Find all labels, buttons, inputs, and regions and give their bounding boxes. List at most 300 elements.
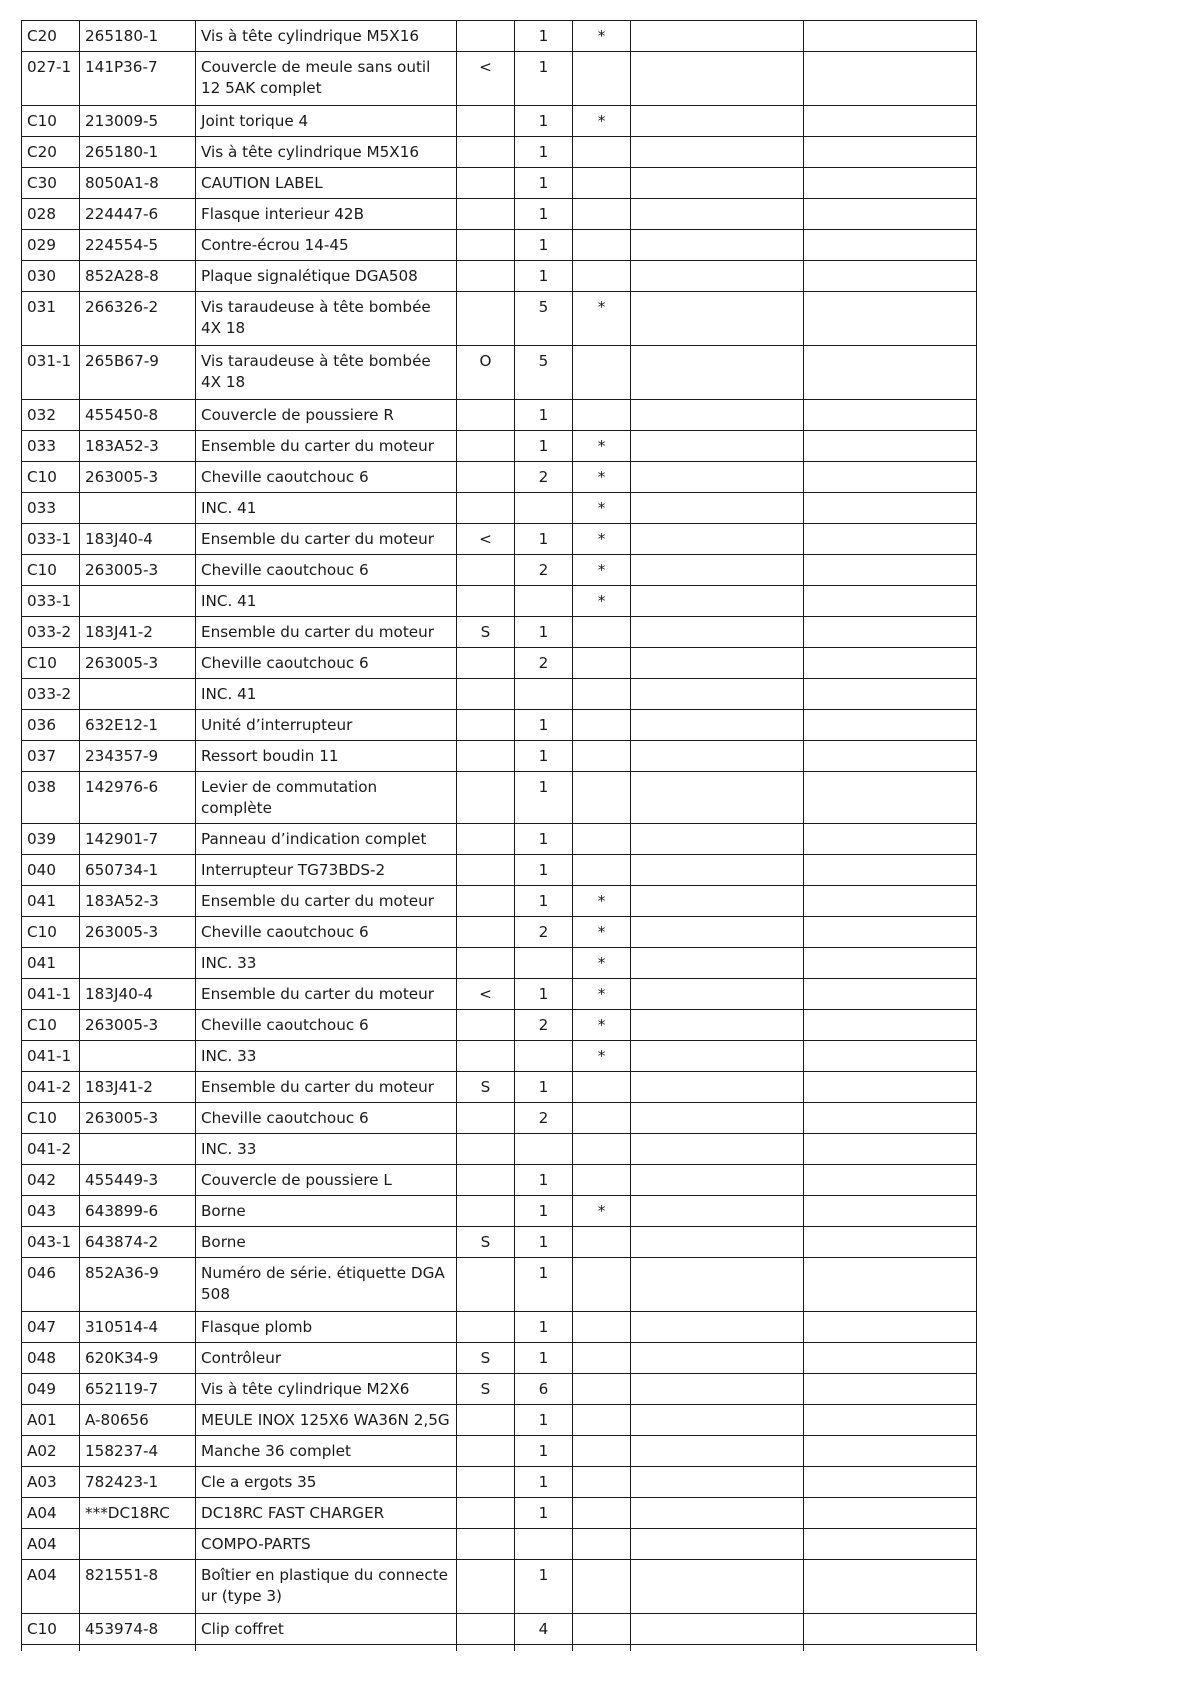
- quantity-cell: [515, 1134, 573, 1165]
- description-cell: Panneau d’indication complet: [196, 824, 457, 855]
- note-mark-cell: <: [457, 979, 515, 1010]
- blank-column-cell: [631, 886, 804, 917]
- description-cell: Vis à tête cylindrique M5X16: [196, 137, 457, 168]
- part-number-cell: 263005-3: [80, 1103, 196, 1134]
- item-number-cell: C10: [22, 1614, 80, 1645]
- part-number-cell: 266326-2: [80, 292, 196, 346]
- blank-column-cell: [804, 855, 977, 886]
- blank-column-cell: [631, 679, 804, 710]
- blank-column-cell: [631, 1560, 804, 1614]
- description-cell: Ensemble du carter du moteur: [196, 524, 457, 555]
- note-mark-cell: [457, 1165, 515, 1196]
- blank-column-cell: [804, 431, 977, 462]
- description-cell: Vis à tête cylindrique M2X6: [196, 1374, 457, 1405]
- note-mark-cell: S: [457, 1343, 515, 1374]
- description-cell: Ensemble du carter du moteur: [196, 886, 457, 917]
- blank-column-cell: [804, 137, 977, 168]
- table-row: [22, 855, 977, 886]
- note-mark-cell: [457, 710, 515, 741]
- note-mark-cell: [457, 137, 515, 168]
- blank-column-cell: [631, 524, 804, 555]
- star-mark-cell: *: [573, 493, 631, 524]
- quantity-cell: 2: [515, 1103, 573, 1134]
- blank-column-cell: [631, 21, 804, 52]
- blank-column-cell: [804, 199, 977, 230]
- quantity-cell: 1: [515, 1312, 573, 1343]
- star-mark-cell: [573, 1227, 631, 1258]
- blank-column-cell: [804, 772, 977, 824]
- blank-column-cell: [804, 1165, 977, 1196]
- quantity-cell: 1: [515, 1258, 573, 1312]
- star-mark-cell: [573, 1258, 631, 1312]
- blank-column-cell: [804, 168, 977, 199]
- item-number-cell: 041: [22, 948, 80, 979]
- star-mark-cell: *: [573, 21, 631, 52]
- note-mark-cell: [457, 648, 515, 679]
- part-number-cell: 643899-6: [80, 1196, 196, 1227]
- description-cell: Plaque signalétique DGA508: [196, 261, 457, 292]
- blank-column-cell: [631, 462, 804, 493]
- blank-column-cell: [631, 1374, 804, 1405]
- quantity-cell: 1: [515, 1560, 573, 1614]
- note-mark-cell: [457, 555, 515, 586]
- blank-column-cell: [804, 1227, 977, 1258]
- blank-column-cell: [631, 1010, 804, 1041]
- quantity-cell: [515, 1041, 573, 1072]
- description-cell: Couvercle de poussiere L: [196, 1165, 457, 1196]
- part-number-cell: 821551-8: [80, 1560, 196, 1614]
- table-row: [22, 1436, 977, 1467]
- note-mark-cell: [457, 1196, 515, 1227]
- part-number-cell: 183A52-3: [80, 886, 196, 917]
- item-number-cell: 031-1: [22, 346, 80, 400]
- blank-column-cell: [631, 493, 804, 524]
- note-mark-cell: [457, 168, 515, 199]
- item-number-cell: 040: [22, 855, 80, 886]
- note-mark-cell: [457, 1041, 515, 1072]
- blank-column-cell: [631, 400, 804, 431]
- note-mark-cell: [457, 1498, 515, 1529]
- description-cell: Cheville caoutchouc 6: [196, 555, 457, 586]
- part-number-cell: [80, 1529, 196, 1560]
- note-mark-cell: [457, 1134, 515, 1165]
- blank-column-cell: [804, 1467, 977, 1498]
- note-mark-cell: [457, 1312, 515, 1343]
- table-row: [22, 1258, 977, 1312]
- star-mark-cell: *: [573, 586, 631, 617]
- blank-column-cell: [631, 168, 804, 199]
- note-mark-cell: [457, 1645, 515, 1652]
- part-number-cell: 234357-9: [80, 741, 196, 772]
- item-number-cell: C10: [22, 917, 80, 948]
- item-number-cell: 041: [22, 886, 80, 917]
- part-number-cell: 265B67-9: [80, 346, 196, 400]
- description-cell: Cheville caoutchouc 6: [196, 1103, 457, 1134]
- blank-column-cell: [804, 679, 977, 710]
- item-number-cell: C10: [22, 1103, 80, 1134]
- description-cell: Ensemble du carter du moteur: [196, 617, 457, 648]
- star-mark-cell: [573, 1614, 631, 1645]
- part-number-cell: 263005-3: [80, 555, 196, 586]
- item-number-cell: 033-1: [22, 524, 80, 555]
- part-number-cell: 265180-1: [80, 137, 196, 168]
- blank-column-cell: [631, 346, 804, 400]
- star-mark-cell: [573, 772, 631, 824]
- description-cell: Vis taraudeuse à tête bombée 4X 18: [196, 292, 457, 346]
- star-mark-cell: [573, 199, 631, 230]
- blank-column-cell: [631, 199, 804, 230]
- quantity-cell: 1: [515, 137, 573, 168]
- item-number-cell: 031: [22, 292, 80, 346]
- part-number-cell: 265180-1: [80, 21, 196, 52]
- note-mark-cell: S: [457, 1227, 515, 1258]
- blank-column-cell: [804, 1103, 977, 1134]
- item-number-cell: 033: [22, 493, 80, 524]
- note-mark-cell: [457, 1529, 515, 1560]
- blank-column-cell: [804, 52, 977, 106]
- description-cell: INC. 33: [196, 1041, 457, 1072]
- blank-column-cell: [804, 1498, 977, 1529]
- table-row: [22, 979, 977, 1010]
- note-mark-cell: S: [457, 1072, 515, 1103]
- quantity-cell: 1: [515, 1343, 573, 1374]
- star-mark-cell: [573, 824, 631, 855]
- quantity-cell: 1: [515, 886, 573, 917]
- description-cell: Cle a ergots 35: [196, 1467, 457, 1498]
- description-cell: Contre-écrou 14-45: [196, 230, 457, 261]
- description-cell: Clip coffret: [196, 1614, 457, 1645]
- blank-column-cell: [631, 1436, 804, 1467]
- star-mark-cell: [573, 1405, 631, 1436]
- blank-column-cell: [804, 21, 977, 52]
- part-number-cell: 852A36-9: [80, 1258, 196, 1312]
- blank-column-cell: [631, 1258, 804, 1312]
- table-row: [22, 1010, 977, 1041]
- description-cell: COMPO-PARTS: [196, 1529, 457, 1560]
- blank-column-cell: [804, 1436, 977, 1467]
- description-cell: Cheville caoutchouc 6: [196, 917, 457, 948]
- table-row: [22, 52, 977, 106]
- star-mark-cell: [573, 346, 631, 400]
- quantity-cell: 1: [515, 1498, 573, 1529]
- note-mark-cell: [457, 679, 515, 710]
- item-number-cell: 033-2: [22, 679, 80, 710]
- note-mark-cell: [457, 1436, 515, 1467]
- blank-column-cell: [631, 1165, 804, 1196]
- note-mark-cell: [457, 199, 515, 230]
- blank-column-cell: [804, 493, 977, 524]
- star-mark-cell: [573, 1529, 631, 1560]
- blank-column-cell: [804, 261, 977, 292]
- table-row: [22, 710, 977, 741]
- note-mark-cell: [457, 1560, 515, 1614]
- quantity-cell: 1: [515, 772, 573, 824]
- blank-column-cell: [631, 948, 804, 979]
- table-row: [22, 400, 977, 431]
- blank-column-cell: [804, 948, 977, 979]
- item-number-cell: 041-1: [22, 1041, 80, 1072]
- item-number-cell: 030: [22, 261, 80, 292]
- star-mark-cell: [573, 1312, 631, 1343]
- description-cell: [196, 1645, 457, 1652]
- part-number-cell: 183J40-4: [80, 524, 196, 555]
- part-number-cell: [80, 679, 196, 710]
- description-cell: Vis à tête cylindrique M5X16: [196, 21, 457, 52]
- note-mark-cell: [457, 400, 515, 431]
- table-row: [22, 1196, 977, 1227]
- quantity-cell: 2: [515, 462, 573, 493]
- description-cell: MEULE INOX 125X6 WA36N 2,5G: [196, 1405, 457, 1436]
- blank-column-cell: [631, 1405, 804, 1436]
- blank-column-cell: [804, 979, 977, 1010]
- quantity-cell: 1: [515, 741, 573, 772]
- description-cell: Unité d’interrupteur: [196, 710, 457, 741]
- item-number-cell: A02: [22, 1436, 80, 1467]
- description-cell: CAUTION LABEL: [196, 168, 457, 199]
- blank-column-cell: [804, 346, 977, 400]
- blank-column-cell: [631, 617, 804, 648]
- table-row: [22, 1405, 977, 1436]
- part-number-cell: [80, 1041, 196, 1072]
- star-mark-cell: [573, 1467, 631, 1498]
- note-mark-cell: [457, 855, 515, 886]
- quantity-cell: 1: [515, 524, 573, 555]
- blank-column-cell: [804, 617, 977, 648]
- item-number-cell: 046: [22, 1258, 80, 1312]
- quantity-cell: 1: [515, 21, 573, 52]
- description-cell: INC. 41: [196, 586, 457, 617]
- quantity-cell: 1: [515, 979, 573, 1010]
- blank-column-cell: [631, 1196, 804, 1227]
- table-row: [22, 1467, 977, 1498]
- description-cell: INC. 41: [196, 679, 457, 710]
- part-number-cell: [80, 948, 196, 979]
- item-number-cell: 033-1: [22, 586, 80, 617]
- note-mark-cell: [457, 1258, 515, 1312]
- blank-column-cell: [631, 1343, 804, 1374]
- item-number-cell: A01: [22, 1405, 80, 1436]
- item-number-cell: [22, 1645, 80, 1652]
- blank-column-cell: [631, 52, 804, 106]
- item-number-cell: 041-1: [22, 979, 80, 1010]
- table-row: [22, 1312, 977, 1343]
- item-number-cell: C30: [22, 168, 80, 199]
- star-mark-cell: [573, 710, 631, 741]
- note-mark-cell: [457, 1614, 515, 1645]
- item-number-cell: 041-2: [22, 1072, 80, 1103]
- part-number-cell: [80, 493, 196, 524]
- quantity-cell: 1: [515, 1436, 573, 1467]
- star-mark-cell: [573, 168, 631, 199]
- quantity-cell: 1: [515, 855, 573, 886]
- note-mark-cell: [457, 230, 515, 261]
- part-number-cell: 620K34-9: [80, 1343, 196, 1374]
- part-number-cell: 263005-3: [80, 462, 196, 493]
- description-cell: Couvercle de poussiere R: [196, 400, 457, 431]
- quantity-cell: [515, 493, 573, 524]
- blank-column-cell: [631, 586, 804, 617]
- part-number-cell: 632E12-1: [80, 710, 196, 741]
- table-row: [22, 679, 977, 710]
- quantity-cell: 1: [515, 1227, 573, 1258]
- quantity-cell: 1: [515, 1196, 573, 1227]
- description-cell: Manche 36 complet: [196, 1436, 457, 1467]
- star-mark-cell: [573, 1072, 631, 1103]
- item-number-cell: 036: [22, 710, 80, 741]
- item-number-cell: 028: [22, 199, 80, 230]
- blank-column-cell: [804, 586, 977, 617]
- description-cell: DC18RC FAST CHARGER: [196, 1498, 457, 1529]
- description-cell: Boîtier en plastique du connecte ur (type 3): [196, 1560, 457, 1614]
- item-number-cell: 032: [22, 400, 80, 431]
- quantity-cell: 1: [515, 710, 573, 741]
- part-number-cell: 263005-3: [80, 648, 196, 679]
- blank-column-cell: [631, 824, 804, 855]
- table-row: [22, 493, 977, 524]
- quantity-cell: 1: [515, 106, 573, 137]
- blank-column-cell: [804, 462, 977, 493]
- part-number-cell: 142976-6: [80, 772, 196, 824]
- item-number-cell: A04: [22, 1529, 80, 1560]
- part-number-cell: A-80656: [80, 1405, 196, 1436]
- blank-column-cell: [804, 1529, 977, 1560]
- table-row: [22, 948, 977, 979]
- table-row: [22, 1041, 977, 1072]
- table-row: [22, 168, 977, 199]
- blank-column-cell: [804, 1614, 977, 1645]
- note-mark-cell: [457, 261, 515, 292]
- blank-column-cell: [804, 1258, 977, 1312]
- description-cell: Ressort boudin 11: [196, 741, 457, 772]
- blank-column-cell: [631, 555, 804, 586]
- blank-column-cell: [804, 230, 977, 261]
- blank-column-cell: [804, 1405, 977, 1436]
- blank-column-cell: [631, 1529, 804, 1560]
- table-row: [22, 230, 977, 261]
- part-number-cell: [80, 1134, 196, 1165]
- note-mark-cell: [457, 917, 515, 948]
- item-number-cell: A04: [22, 1560, 80, 1614]
- description-cell: Cheville caoutchouc 6: [196, 462, 457, 493]
- item-number-cell: 043: [22, 1196, 80, 1227]
- blank-column-cell: [631, 230, 804, 261]
- item-number-cell: 041-2: [22, 1134, 80, 1165]
- note-mark-cell: <: [457, 524, 515, 555]
- part-number-cell: 183J40-4: [80, 979, 196, 1010]
- note-mark-cell: [457, 493, 515, 524]
- blank-column-cell: [804, 106, 977, 137]
- blank-column-cell: [631, 648, 804, 679]
- quantity-cell: 1: [515, 1165, 573, 1196]
- item-number-cell: 043-1: [22, 1227, 80, 1258]
- description-cell: INC. 33: [196, 1134, 457, 1165]
- table-row: [22, 1614, 977, 1645]
- table-row: [22, 21, 977, 52]
- star-mark-cell: *: [573, 1010, 631, 1041]
- blank-column-cell: [631, 979, 804, 1010]
- table-row: [22, 648, 977, 679]
- blank-column-cell: [631, 137, 804, 168]
- blank-column-cell: [631, 106, 804, 137]
- quantity-cell: [515, 1529, 573, 1560]
- star-mark-cell: *: [573, 979, 631, 1010]
- blank-column-cell: [631, 1227, 804, 1258]
- blank-column-cell: [631, 1467, 804, 1498]
- note-mark-cell: [457, 106, 515, 137]
- note-mark-cell: S: [457, 1374, 515, 1405]
- description-cell: Ensemble du carter du moteur: [196, 1072, 457, 1103]
- description-cell: Ensemble du carter du moteur: [196, 431, 457, 462]
- quantity-cell: [515, 586, 573, 617]
- star-mark-cell: [573, 137, 631, 168]
- part-number-cell: 453974-8: [80, 1614, 196, 1645]
- part-number-cell: [80, 586, 196, 617]
- part-number-cell: 852A28-8: [80, 261, 196, 292]
- item-number-cell: 027-1: [22, 52, 80, 106]
- quantity-cell: 5: [515, 292, 573, 346]
- description-cell: INC. 33: [196, 948, 457, 979]
- item-number-cell: C10: [22, 648, 80, 679]
- quantity-cell: 2: [515, 555, 573, 586]
- star-mark-cell: *: [573, 524, 631, 555]
- table-row: [22, 261, 977, 292]
- description-cell: Cheville caoutchouc 6: [196, 1010, 457, 1041]
- part-number-cell: 8050A1-8: [80, 168, 196, 199]
- star-mark-cell: [573, 1343, 631, 1374]
- star-mark-cell: [573, 679, 631, 710]
- blank-column-cell: [804, 648, 977, 679]
- item-number-cell: 042: [22, 1165, 80, 1196]
- item-number-cell: C10: [22, 1010, 80, 1041]
- table-row: [22, 1343, 977, 1374]
- star-mark-cell: [573, 741, 631, 772]
- item-number-cell: C20: [22, 137, 80, 168]
- part-number-cell: 183J41-2: [80, 1072, 196, 1103]
- table-row: [22, 431, 977, 462]
- blank-column-cell: [631, 1498, 804, 1529]
- blank-column-cell: [804, 1374, 977, 1405]
- description-cell: Cheville caoutchouc 6: [196, 648, 457, 679]
- star-mark-cell: *: [573, 948, 631, 979]
- note-mark-cell: [457, 948, 515, 979]
- description-cell: Vis taraudeuse à tête bombée 4X 18: [196, 346, 457, 400]
- quantity-cell: 6: [515, 1374, 573, 1405]
- star-mark-cell: *: [573, 917, 631, 948]
- blank-column-cell: [804, 524, 977, 555]
- blank-column-cell: [631, 1645, 804, 1652]
- blank-column-cell: [804, 1560, 977, 1614]
- note-mark-cell: <: [457, 52, 515, 106]
- table-row: [22, 1374, 977, 1405]
- blank-column-cell: [804, 1010, 977, 1041]
- description-cell: INC. 41: [196, 493, 457, 524]
- part-number-cell: 263005-3: [80, 917, 196, 948]
- item-number-cell: 047: [22, 1312, 80, 1343]
- blank-column-cell: [631, 772, 804, 824]
- table-row: [22, 1165, 977, 1196]
- note-mark-cell: [457, 886, 515, 917]
- note-mark-cell: [457, 1010, 515, 1041]
- star-mark-cell: [573, 1560, 631, 1614]
- part-number-cell: 782423-1: [80, 1467, 196, 1498]
- item-number-cell: C10: [22, 555, 80, 586]
- star-mark-cell: [573, 1374, 631, 1405]
- item-number-cell: 048: [22, 1343, 80, 1374]
- blank-column-cell: [804, 1312, 977, 1343]
- blank-column-cell: [631, 710, 804, 741]
- blank-column-cell: [631, 261, 804, 292]
- description-cell: Flasque interieur 42B: [196, 199, 457, 230]
